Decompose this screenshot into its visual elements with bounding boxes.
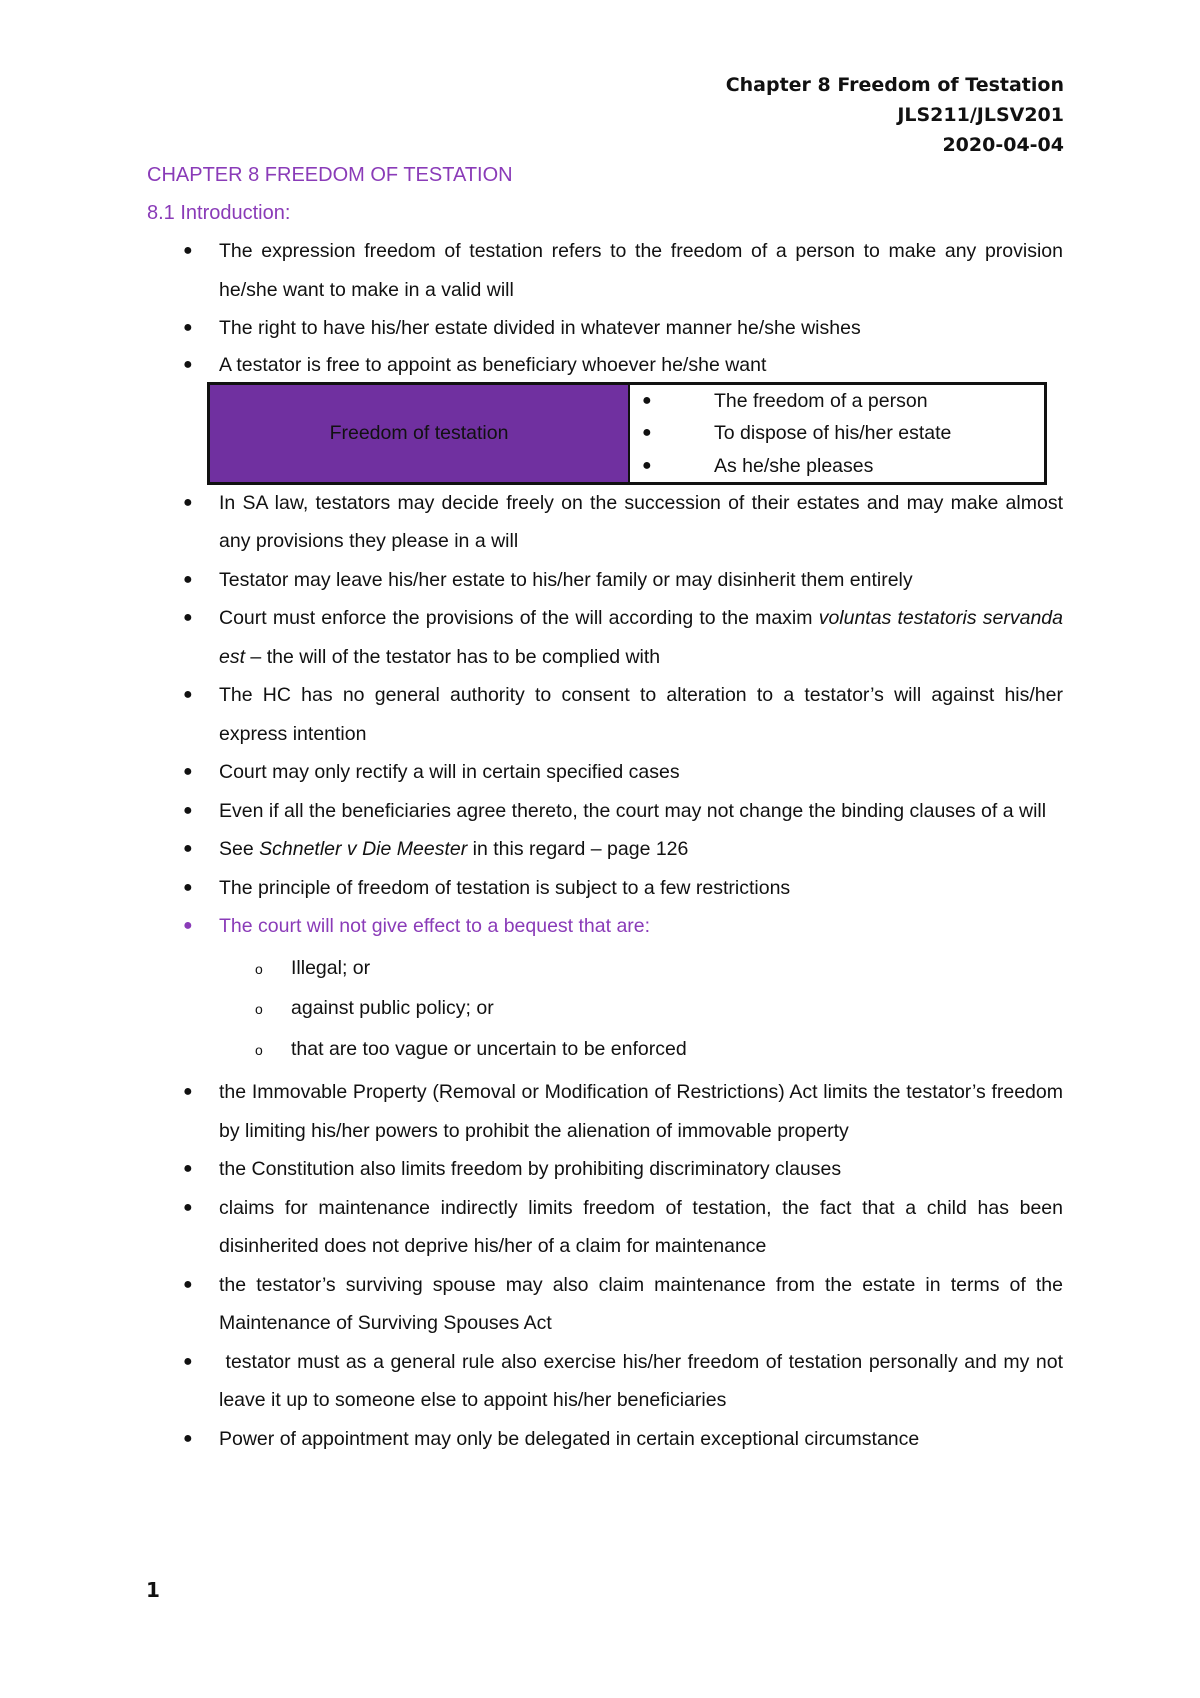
sub-list-item: o against public policy; or [219,988,1063,1029]
page-number: 1 [146,1578,160,1602]
bullet-icon: ● [183,1275,193,1293]
bullet-icon: ● [183,917,193,934]
list-item: ● A testator is free to appoint as beneficiary whoever he/she want [147,348,1063,382]
list-item: ● the Immovable Property (Removal or Modification of Restrictions) Act limits the testator’s freedom by limiting his/her powers to prohibit the alienation of immovable property [147,1073,1063,1150]
list-item: ● claims for maintenance indirectly limits freedom of testation, the fact that a child has been disinherited does not deprive his/her of a claim for maintenance [147,1189,1063,1266]
list-item: ● The expression freedom of testation refers to the freedom of a person to make any provision he/she want to make in a valid will [147,232,1063,309]
bullet-icon: ● [183,1352,193,1370]
list-item: ● Court may only rectify a will in certain specified cases [147,753,1063,792]
bullet-icon: ● [183,1160,193,1177]
chapter-title: CHAPTER 8 FREEDOM OF TESTATION [147,164,513,186]
list-item: ● Even if all the beneficiaries agree thereto, the court may not change the binding clauses of a will [147,792,1063,831]
bullet-icon: ● [183,1198,193,1216]
page-header [726,70,1064,160]
bullet-icon: ● [183,493,193,511]
bullet-icon: ● [183,609,193,626]
circle-bullet-icon: o [255,1001,263,1017]
table-list-item: ● To dispose of his/her estate [630,417,1044,450]
list-item: ● The principle of freedom of testation is subject to a few restrictions [147,869,1063,908]
list-item: ● The HC has no general authority to consent to alteration to a testator’s will against his/her express intention [147,676,1063,753]
sub-list-item: o that are too vague or uncertain to be enforced [219,1029,1063,1070]
sub-list [219,948,1063,1070]
list-item: ● Court must enforce the provisions of the will according to the maxim voluntas testatoris servanda est – the will of the testator has to be complied with [147,599,1063,676]
list-item-highlight: ● The court will not give effect to a bequest that are: o Illegal; or o against public policy; or o that are too vague or uncertain to be enforced [147,907,1063,1069]
list-item: ● testator must as a general rule also exercise his/her freedom of testation personally and my not leave it up to someone else to appoint his/her beneficiaries [147,1343,1063,1420]
list-item: ● The right to have his/her estate divided in whatever manner he/she wishes [147,309,1063,348]
bullet-icon: ● [183,242,193,259]
main-list [147,484,1069,1459]
bullet-icon: ● [642,391,652,409]
list-item: ● See Schnetler v Die Meester in this regard – page 126 [147,830,1063,869]
intro-list [147,232,1063,382]
case-name: Schnetler v Die Meester [259,838,468,860]
bullet-icon: ● [183,319,193,336]
bullet-icon: ● [183,878,193,896]
bullet-icon: ● [183,355,193,373]
bullet-icon: ● [183,1083,193,1100]
list-item: ● the Constitution also limits freedom by prohibiting discriminatory clauses [147,1150,1063,1189]
circle-bullet-icon: o [255,1041,263,1058]
document-body [147,156,1069,1458]
bullet-icon: ● [642,424,652,441]
list-item: ● the testator’s surviving spouse may also claim maintenance from the estate in terms of the Maintenance of Surviving Spouses Act [147,1266,1063,1343]
list-item: ● Power of appointment may only be delegated in certain exceptional circumstance [147,1420,1063,1459]
header-course-code: JLS211/JLSV201 [897,104,1064,126]
bullet-icon: ● [183,686,193,703]
table-list-item: ● As he/she pleases [630,450,1044,483]
latin-maxim: voluntas testatoris servanda est [219,607,1063,668]
list-item: ● Testator may leave his/her estate to his/her family or may disinherit them entirely [147,561,1063,600]
list-item: ● In SA law, testators may decide freely on the succession of their estates and may make almost any provisions they please in a will [147,484,1063,561]
circle-bullet-icon: o [255,960,263,977]
bullet-icon: ● [183,763,193,780]
bullet-icon: ● [183,801,193,819]
table-list-item: ● The freedom of a person [630,385,1044,418]
freedom-table [207,382,1047,485]
bullet-icon: ● [183,840,193,857]
freedom-table-label: Freedom of testation [210,385,630,482]
section-heading: 8.1 Introduction: [147,202,291,224]
header-chapter: Chapter 8 Freedom of Testation [725,74,1064,96]
bullet-icon: ● [642,456,652,474]
sub-list-item: o Illegal; or [219,948,1063,989]
bullet-icon: ● [183,570,193,588]
header-date: 2020-04-04 [942,134,1064,156]
freedom-table-items [630,385,1044,482]
bullet-icon: ● [183,1429,193,1447]
